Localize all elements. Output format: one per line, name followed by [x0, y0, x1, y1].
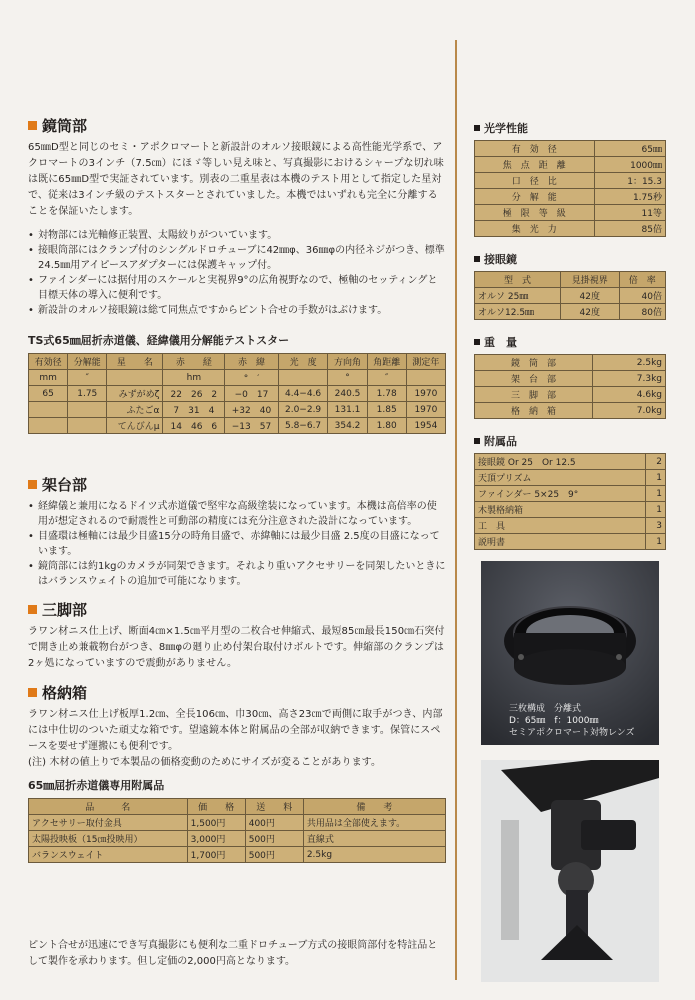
table-row: 格 納 箱 7.0kg	[475, 403, 666, 419]
orange-square-icon	[28, 121, 37, 130]
list-item: • ファインダーには据付用のスケールと実視界9°の広角視野なので、極軸のセッティングと目標天体の導入に便利です。	[28, 273, 446, 303]
left-column	[28, 115, 446, 863]
eyepiece-block	[474, 251, 666, 320]
square-bullet-icon	[474, 339, 480, 345]
header-cell: 測定年	[406, 354, 445, 370]
telescope-mount-illustration	[481, 760, 659, 982]
column-divider	[455, 40, 457, 980]
table-header-row	[29, 354, 446, 370]
accessory-table-title: 65㎜屈折赤道儀専用附属品	[28, 779, 165, 792]
header-cell: 有効径	[29, 354, 68, 370]
unit-cell: hm	[163, 370, 225, 386]
list-item: • 目盛環は極軸には最少目盛15分の時角目盛で、赤緯軸には最少目盛 2.5度の目盛になっています。	[28, 529, 446, 559]
footer-note: ピント合せが迅速にでき写真撮影にも便利な二重ドロチューブ方式の接眼筒部付を特註品として製作を承わります。但し定価の2,000円高となります。	[28, 940, 438, 967]
eyepiece-heading: 接眼鏡	[474, 251, 666, 267]
table-row: 説明書 1	[475, 534, 666, 550]
header-cell: 赤 緯	[225, 354, 278, 370]
unit-cell: ° ′	[225, 370, 278, 386]
table-header-row	[29, 799, 446, 815]
header-cell: 光 度	[278, 354, 328, 370]
unit-cell: °	[328, 370, 367, 386]
table-row: ファインダー 5×25 9° 1	[475, 486, 666, 502]
table-row: 天頂プリズム 1	[475, 470, 666, 486]
table-unit-row	[29, 370, 446, 386]
optical-spec-block	[474, 120, 666, 237]
header-cell: 星 名	[107, 354, 163, 370]
table-row: 65 1.75 みずがめζ 22 26 2 −0 17 4.4−4.6 240.5 1.78 1970	[29, 386, 446, 402]
table-row: 口 径 比 1：15.3	[475, 173, 666, 189]
unit-cell: ″	[367, 370, 406, 386]
list-item: • 鏡筒部には約1kgのカメラが同架できます。それより重いアクセサリーを同架したいときにはバランスウェイトの追加で可能になります。	[28, 559, 446, 589]
list-item: • 新設計のオルソ接眼鏡は総て同焦点ですからピント合せの手数がはぶけます。	[28, 303, 446, 318]
table-row: アクセサリー取付金具 1,500円 400円 共用品は全部使えます。	[29, 815, 446, 831]
section-heading-kadaibu: 架台部	[28, 474, 446, 495]
table-row: 接眼鏡 Or 25 Or 12.5 2	[475, 454, 666, 470]
table-row: 三 脚 部 4.6kg	[475, 387, 666, 403]
accessories-heading: 附属品	[474, 433, 666, 449]
header-cell: 備 考	[303, 799, 445, 815]
table-row: 分 解 能 1.75秒	[475, 189, 666, 205]
orange-square-icon	[28, 605, 37, 614]
lens-cell-photo	[481, 561, 659, 745]
table-row: ふたごα 7 31 4 +32 40 2.0−2.9 131.1 1.85 1970	[29, 402, 446, 418]
section-heading-kakunoubako: 格納箱	[28, 682, 446, 703]
table-row: てんびんμ 14 46 6 −13 57 5.8−6.7 354.2 1.80 1954	[29, 418, 446, 434]
star-table	[28, 353, 446, 434]
eyepiece-table	[474, 271, 666, 320]
section-heading-kyotoubu: 鏡筒部	[28, 115, 446, 136]
unit-cell	[278, 370, 328, 386]
table-row: オルソ12.5㎜ 42度 80倍	[475, 304, 666, 320]
list-item: • 経緯儀と兼用になるドイツ式赤道儀で堅牢な高級塗装になっています。本機は高倍率の使用が想定されるので耐震性と可動部の精度には充分注意された設計になっています。	[28, 499, 446, 529]
star-table-title: TS式65㎜屈折赤道儀、経緯儀用分解能テストスター	[28, 334, 290, 347]
table-row: 有 効 径 65㎜	[475, 141, 666, 157]
header-cell: 方向角	[328, 354, 367, 370]
accessories-block	[474, 433, 666, 550]
telescope-mount-photo	[481, 760, 659, 982]
header-cell: 赤 経	[163, 354, 225, 370]
orange-square-icon	[28, 688, 37, 697]
orange-square-icon	[28, 480, 37, 489]
kakunoubako-note: (注) 木材の値上りで本製品の価格変動のためにサイズが変ることがあります。	[28, 757, 382, 768]
square-bullet-icon	[474, 256, 480, 262]
square-bullet-icon	[474, 125, 480, 131]
kyotoubu-items	[28, 228, 446, 318]
right-column	[474, 120, 666, 564]
table-header-row: 型 式 見掛視界 倍 率	[475, 272, 666, 288]
table-row: 工 具 3	[475, 518, 666, 534]
header-cell: 送 料	[245, 799, 303, 815]
table-row: 焦 点 距 離 1000㎜	[475, 157, 666, 173]
optical-heading: 光学性能	[474, 120, 666, 136]
table-row: 鏡 筒 部 2.5kg	[475, 355, 666, 371]
optical-table	[474, 140, 666, 237]
accessories-table	[474, 453, 666, 550]
square-bullet-icon	[474, 438, 480, 444]
accessory-table	[28, 798, 446, 863]
header-cell: 分解能	[68, 354, 107, 370]
unit-cell	[107, 370, 163, 386]
weight-heading: 重 量	[474, 334, 666, 350]
table-row: オルソ 25㎜ 42度 40倍	[475, 288, 666, 304]
weight-table	[474, 354, 666, 419]
kadaibu-items	[28, 499, 446, 589]
table-row: 極 限 等 級 11等	[475, 205, 666, 221]
sankyakubu-body: ラワン材ニス仕上げ、断面4㎝×1.5㎝平月型の二枚合せ伸縮式、最短85㎝最長150㎝石突付で開き止め兼載物台がつき、8㎜φの廻り止め付架台取付けボルトです。伸縮部のクランプは2ヶ処になっていますので震動がありません。	[28, 626, 445, 669]
section-heading-sankyakubu: 三脚部	[28, 599, 446, 620]
unit-cell: ″	[68, 370, 107, 386]
list-item: • 接眼筒部にはクランプ付のシングルドロチューブに42㎜φ、36㎜φの内径ネジがつき、標準24.5㎜用アイピースアダプターには保護キャップ付。	[28, 243, 446, 273]
table-row: 太陽投映板（15㎝投映用） 3,000円 500円 直線式	[29, 831, 446, 847]
unit-cell: mm	[29, 370, 68, 386]
header-cell: 角距離	[367, 354, 406, 370]
header-cell: 価 格	[187, 799, 245, 815]
kyotoubu-body: 65㎜D型と同じのセミ・アポクロマートと新設計のオルソ接眼鏡による高性能光学系で、アクロマートの3インチ（7.5㎝）にほゞ等しい見え味と、写真撮影におけるシャープな切れ味は既に65㎜D型で実証されています。別表の二重星表は本機のテスト用として指定した星対で、従来は3インチ級のテストスターとされていました。本機ではいずれも完全に分離することを保証いたします。	[28, 142, 444, 217]
table-row: 木製格納箱 1	[475, 502, 666, 518]
kakunoubako-body: ラワン材ニス仕上げ板厚1.2㎝、全長106㎝、巾30㎝、高さ23㎝で両側に取手がつき、内部には中仕切のついた頑丈な箱です。望遠鏡本体と附属品の全部が収納できます。保管にスペースを要せず運搬にも便利です。	[28, 709, 443, 752]
table-row: 集 光 力 85倍	[475, 221, 666, 237]
lens-photo-caption: 三枚構成 分離式 D：65㎜ f：1000㎜ セミアポクロマート対物レンズ	[509, 704, 635, 738]
weight-block	[474, 334, 666, 419]
list-item: • 対物部には光軸修正装置、太陽絞りがついています。	[28, 228, 446, 243]
unit-cell	[406, 370, 445, 386]
header-cell: 品 名	[29, 799, 188, 815]
table-row: バランスウェイト 1,700円 500円 2.5kg	[29, 847, 446, 863]
table-row: 架 台 部 7.3kg	[475, 371, 666, 387]
